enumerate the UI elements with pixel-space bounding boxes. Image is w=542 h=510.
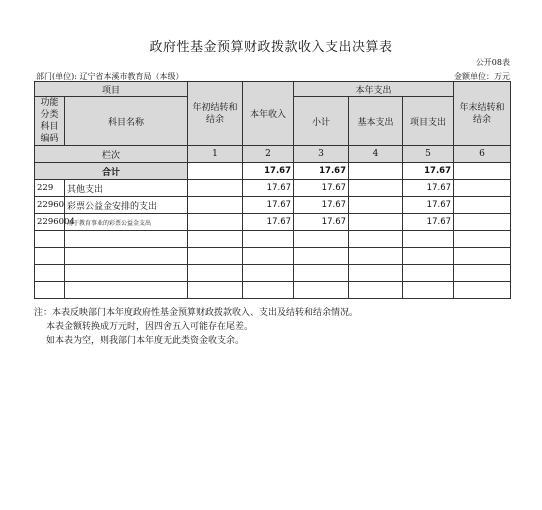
total-label: 合计	[35, 163, 188, 180]
col-index: 4	[349, 146, 403, 163]
subject-name-header: 科目名称	[65, 97, 188, 146]
col-index: 3	[294, 146, 349, 163]
cell-end-balance	[454, 180, 511, 197]
table-row	[35, 214, 511, 231]
project-header: 项目	[35, 82, 188, 97]
row-index-label: 栏次	[35, 146, 188, 163]
empty-row	[35, 231, 511, 248]
project-exp-header: 项目支出	[403, 97, 454, 146]
cell-begin-balance	[188, 180, 243, 197]
col-index: 5	[403, 146, 454, 163]
page-title: 政府性基金预算财政拨款收入支出决算表	[149, 40, 393, 55]
header-row-1	[35, 82, 511, 97]
col-index: 6	[454, 146, 511, 163]
cell-subtotal: 17.67	[294, 214, 349, 231]
cell-income: 17.67	[243, 180, 294, 197]
cell-end-balance	[454, 163, 511, 180]
note-line: 注：本表反映部门本年度政府性基金预算财政拨款收入、支出及结转和结余情况。	[34, 308, 359, 318]
cell-subtotal: 17.67	[294, 163, 349, 180]
subtotal-header: 小计	[294, 97, 349, 146]
form-number: 公开08表	[475, 58, 510, 67]
cell-project-exp: 17.67	[403, 197, 454, 214]
cell-begin-balance	[188, 214, 243, 231]
cell-basic	[349, 214, 403, 231]
cell-project-exp: 17.67	[403, 163, 454, 180]
table-row	[35, 180, 511, 197]
cell-project-exp: 17.67	[403, 214, 454, 231]
col-index: 2	[243, 146, 294, 163]
income-header: 本年收入	[243, 82, 294, 146]
footnotes	[34, 306, 358, 348]
cell-basic	[349, 163, 403, 180]
cell-code: 2296004	[35, 214, 65, 231]
cell-name: 用于教育事业的彩票公益金支出	[65, 214, 188, 231]
cell-subtotal: 17.67	[294, 197, 349, 214]
cell-begin-balance	[188, 163, 243, 180]
column-index-row	[35, 146, 511, 163]
cell-subtotal: 17.67	[294, 180, 349, 197]
amount-unit: 金额单位：万元	[454, 72, 510, 81]
basic-header: 基本支出	[349, 97, 403, 146]
empty-row	[35, 248, 511, 265]
end-balance-header: 年末结转和结余	[454, 82, 511, 146]
empty-row	[35, 265, 511, 282]
col-index: 1	[188, 146, 243, 163]
cell-income: 17.67	[243, 197, 294, 214]
func-code-header: 功能分类科目编码	[35, 97, 65, 146]
note-line: 如本表为空，则我部门本年度无此类资金收支余。	[46, 336, 245, 346]
note-line: 本表金额转换成万元时，因四舍五入可能存在尾差。	[46, 322, 254, 332]
cell-income: 17.67	[243, 163, 294, 180]
cell-basic	[349, 197, 403, 214]
cell-name: 彩票公益金安排的支出	[65, 197, 188, 214]
fund-table	[34, 81, 511, 299]
begin-balance-header: 年初结转和结余	[188, 82, 243, 146]
cell-end-balance	[454, 214, 511, 231]
cell-end-balance	[454, 197, 511, 214]
cell-project-exp: 17.67	[403, 180, 454, 197]
table-row	[35, 197, 511, 214]
cell-code: 22960	[35, 197, 65, 214]
cell-code: 229	[35, 180, 65, 197]
empty-row	[35, 282, 511, 299]
cell-name: 其他支出	[65, 180, 188, 197]
department-label: 部门(单位): 辽宁省本溪市教育局（本级）	[36, 72, 184, 81]
cell-begin-balance	[188, 197, 243, 214]
total-row	[35, 163, 511, 180]
cell-income: 17.67	[243, 214, 294, 231]
expend-group-header: 本年支出	[294, 82, 454, 97]
cell-basic	[349, 180, 403, 197]
